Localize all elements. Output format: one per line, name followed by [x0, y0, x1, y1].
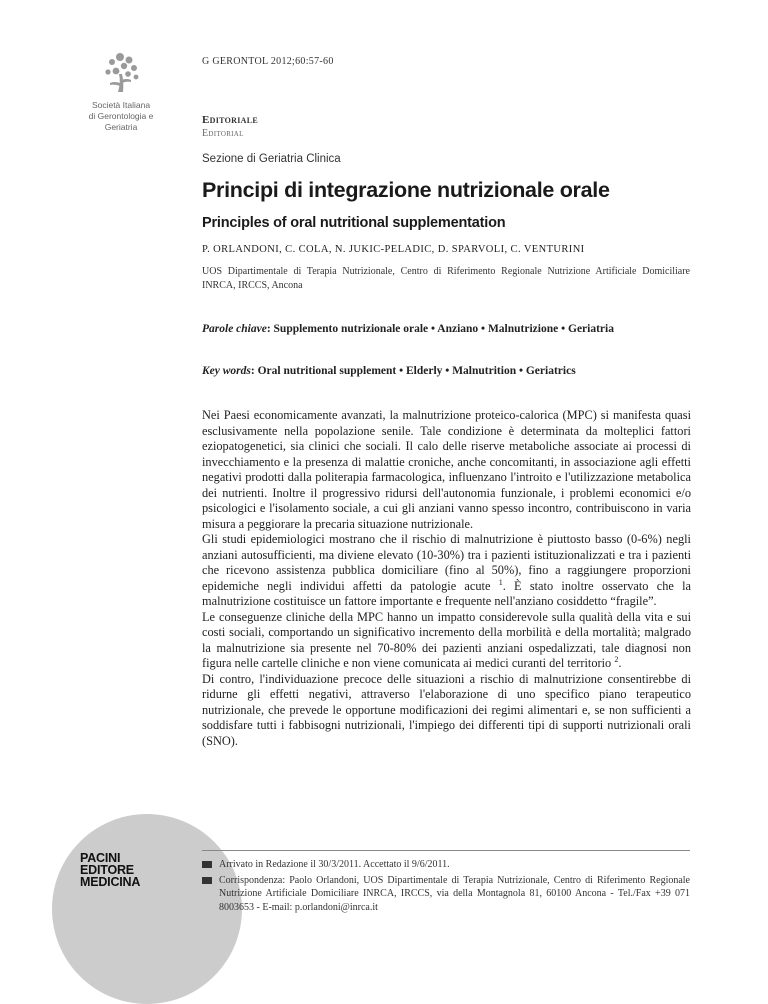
publisher-line: EDITORE — [80, 863, 134, 877]
keywords-label: Key words — [202, 365, 251, 377]
article-body — [202, 408, 691, 749]
citation-reference: 2 — [614, 654, 619, 664]
citation-reference: 1 — [498, 577, 503, 587]
article-subtitle: Principles of oral nutritional supplementation — [202, 215, 506, 231]
journal-reference: G GERONTOL 2012;60:57-60 — [202, 56, 334, 67]
square-bullet-icon — [202, 861, 212, 868]
society-name — [62, 100, 180, 133]
author-list: P. ORLANDONI, C. COLA, N. JUKIC-PELADIC, D. SPARVOLI, C. VENTURINI — [202, 244, 585, 255]
body-paragraph: Nei Paesi economicamente avanzati, la malnutrizione proteico-calorica (MPC) si manifesta quasi esclusivamente nella popolazione senile. Tale condizione è determinata da molteplici fattori eziopatogenetici, sia clinici che sociali. Il calo delle riserve metaboliche associate ai processi di invecchiamento e la presenza di malattie croniche, anche concomitanti, in associazione agli effetti negativi prodotti dalla politerapia farmacologica, influenzano l'introito e l'utilizzazione metabolica dei nutrienti. Inoltre il progressivo ridursi dell'autonomia funzionale, i problemi economici e/o psicologici e l'isolamento sociale, a cui gli anziani vanno spesso incontro, contribuiscono in varia misura a peggiorare la precaria situazione nutrizionale. — [202, 408, 691, 531]
body-paragraph: Di contro, l'individuazione precoce delle situazioni a rischio di malnutrizione consentirebbe di ridurne gli effetti negativi, attraverso l'elaborazione di uno specifico piano terapeutico nutrizionale, che prevede le opportune modificazioni dei regimi alimentari e, se non sufficienti a soddisfare tutti i fabbisogni nutrizionali, l'impiego dei differenti tipi di supporti nutrizionali orali (SNO). — [202, 671, 691, 748]
article-category-it: Editoriale — [202, 114, 258, 126]
keywords-label: Parole chiave — [202, 323, 267, 335]
footnote-correspondence — [202, 874, 690, 915]
body-text-span: . — [618, 656, 622, 670]
square-bullet-icon — [202, 877, 212, 884]
society-name-line: di Gerontologia e — [88, 111, 154, 121]
footnote-divider — [202, 850, 690, 851]
journal-section: Sezione di Geriatria Clinica — [202, 153, 341, 165]
body-paragraph — [202, 532, 691, 610]
keywords-list: : Supplemento nutrizionale orale • Anziano • Malnutrizione • Geriatria — [266, 323, 614, 335]
footnote-text: Arrivato in Redazione il 30/3/2011. Accettato il 9/6/2011. — [219, 859, 450, 870]
footnote-text: Corrispondenza: Paolo Orlandoni, UOS Dipartimentale di Terapia Nutrizionale, Centro di Riferimento Regionale Nutrizione Artificiale Domiciliare INRCA, IRCCS, via della Montagnola 81, 60100 Ancona - Tel./Fax +39 071 8003653 - E-mail: p.orlandoni@inrca.it — [219, 874, 690, 913]
publisher-logo-text — [80, 852, 160, 888]
publisher-line: PACINI — [80, 851, 121, 865]
keywords-italian — [202, 322, 692, 337]
article-category-en: Editorial — [202, 128, 244, 139]
society-name-line: Geriatria — [104, 122, 138, 132]
keywords-english — [202, 364, 692, 379]
body-text-span: Gli studi epidemiologici mostrano che il rischio di malnutrizione è piuttosto basso (0-6%) negli anziani autosufficienti, ma diviene elevato (10-30%) tra i pazienti istituzionalizzati e tra i pazienti che ricevono assistenza pubblica domiciliare (fino al 50%), fino a raggiungere proporzioni epidemiche negli individui affetti da patologie acute — [202, 532, 691, 593]
body-paragraph — [202, 610, 691, 672]
footnote-received — [202, 858, 690, 872]
body-text-span: Le conseguenze cliniche della MPC hanno un impatto considerevole sulla qualità della vita e sui costi sociali, comportando un significativo incremento della morbilità e della mortalità; malgrado la malnutrizione sia presente nel 70-80% dei pazienti anziani ospedalizzati, tale diagnosi non figura nelle cartelle cliniche e non viene comunicata ai medici curanti del territorio — [202, 609, 691, 670]
body-text-span: . È stato inoltre osservato che la malnutrizione costituisce un fattore importante e frequente nell'anziano cosiddetto “fragile”. — [202, 578, 691, 608]
article-title: Principi di integrazione nutrizionale orale — [202, 178, 610, 202]
keywords-list: : Oral nutritional supplement • Elderly • Malnutrition • Geriatrics — [250, 365, 576, 377]
society-name-line: Società Italiana — [91, 100, 151, 110]
society-logo-block — [62, 50, 180, 133]
sigg-tree-logo-icon — [98, 50, 144, 96]
publisher-line: MEDICINA — [80, 875, 141, 889]
footnotes — [202, 858, 690, 916]
author-affiliation: UOS Dipartimentale di Terapia Nutrizionale, Centro di Riferimento Regionale Nutrizione Artificiale Domiciliare INRCA, IRCCS, Ancona — [202, 266, 690, 291]
